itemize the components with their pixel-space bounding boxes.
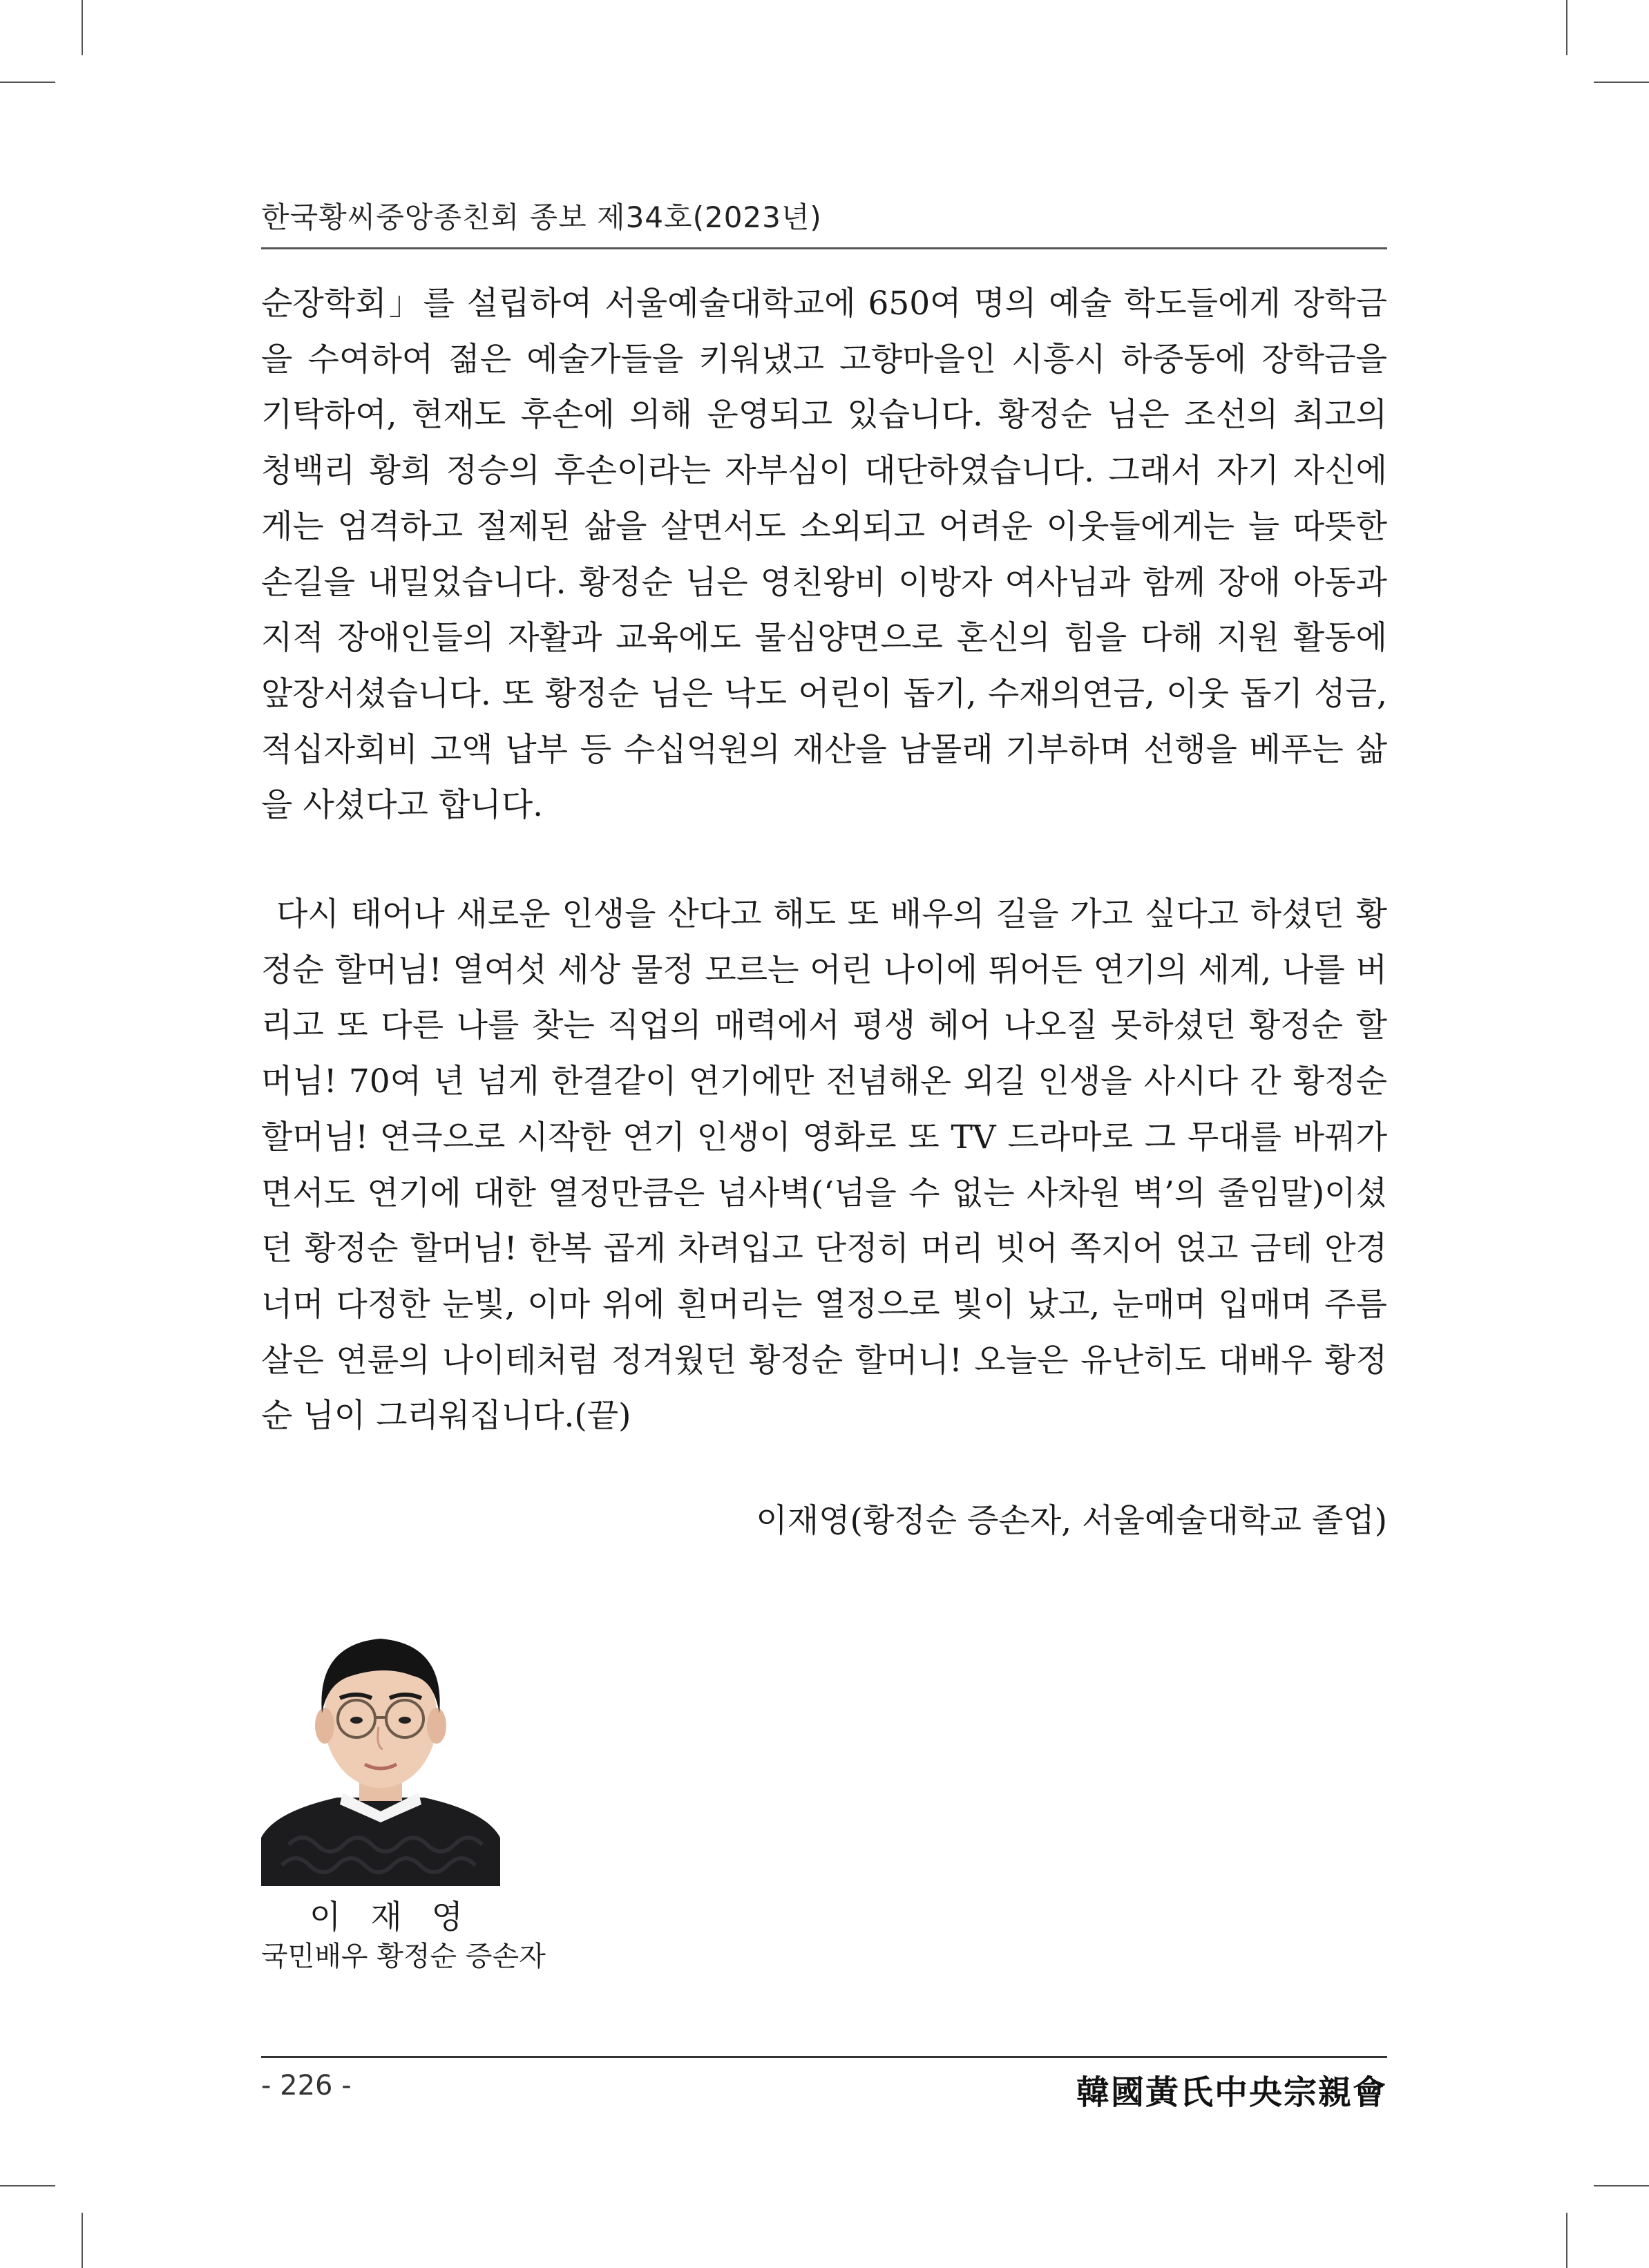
footer-divider (261, 2056, 1387, 2058)
article-paragraph: 다시 태어나 새로운 인생을 산다고 해도 또 배우의 길을 가고 싶다고 하셨던 황정순 할머님! 열여섯 세상 물정 모르는 어린 나이에 뛰어든 연기의 세계, 나를 버리고 또 다른 나를 찾는 직업의 매력에서 평생 헤어 나오질 못하셨던 황정순 할머님! 70여 년 넘게 한결같이 연기에만 전념해온 외길 인생을 사시다 간 황정순 할머님! 연극으로 시작한 연기 인생이 영화로 또 TV 드라마로 그 무대를 바꿔가면서도 연기에 대한 열정만큼은 넘사벽(‘넘을 수 없는 사차원 벽’의 줄임말)이셨던 황정순 할머님! 한복 곱게 차려입고 단정히 머리 빗어 쪽지어 얹고 금테 안경 너머 다정한 눈빛, 이마 위에 흰머리는 열정으로 빛이 났고, 눈매며 입매며 주름살은 연륜의 나이테처럼 정겨웠던 황정순 할머니! 오늘은 유난히도 대배우 황정순 님이 그리워집니다.(끝) (261, 895, 1387, 1436)
author-description: 국민배우 황정순 증손자 (261, 1941, 546, 1972)
crop-mark (1566, 0, 1567, 55)
crop-mark (0, 2185, 55, 2186)
header-divider (261, 247, 1387, 249)
crop-mark (1594, 2185, 1649, 2186)
article-signature: 이재영(황정순 증손자, 서울예술대학교 졸업) (756, 1502, 1387, 1540)
crop-mark (1566, 2213, 1567, 2268)
author-name: 이 재 영 (309, 1898, 473, 1936)
crop-mark (82, 0, 83, 55)
crop-mark (1594, 82, 1649, 83)
author-photo (261, 1617, 500, 1886)
crop-mark (0, 82, 55, 83)
running-header: 한국황씨중앙종친회 종보 제34호(2023년) (261, 200, 822, 234)
crop-mark (82, 2213, 83, 2268)
page-number: - 226 - (261, 2070, 352, 2102)
article-paragraph: 순장학회」를 설립하여 서울예술대학교에 650여 명의 예술 학도들에게 장학금을 수여하여 젊은 예술가들을 키워냈고 고향마을인 시흥시 하중동에 장학금을 기탁하여, 현재도 후손에 의해 운영되고 있습니다. 황정순 님은 조선의 최고의 청백리 황희 정승의 후손이라는 자부심이 대단하였습니다. 그래서 자기 자신에게는 엄격하고 절제된 삶을 살면서도 소외되고 어려운 이웃들에게는 늘 따뜻한 손길을 내밀었습니다. 황정순 님은 영친왕비 이방자 여사님과 함께 장애 아동과 지적 장애인들의 자활과 교육에도 물심양면으로 혼신의 힘을 다해 지원 활동에 앞장서셨습니다. 또 황정순 님은 낙도 어린이 돕기, 수재의연금, 이웃 돕기 성금, 적십자회비 고액 납부 등 수십억원의 재산을 남몰래 기부하며 선행을 베푸는 삶을 사셨다고 합니다. (261, 285, 1387, 825)
organization-logo: 韓國黃氏中央宗親會 (1076, 2073, 1387, 2112)
